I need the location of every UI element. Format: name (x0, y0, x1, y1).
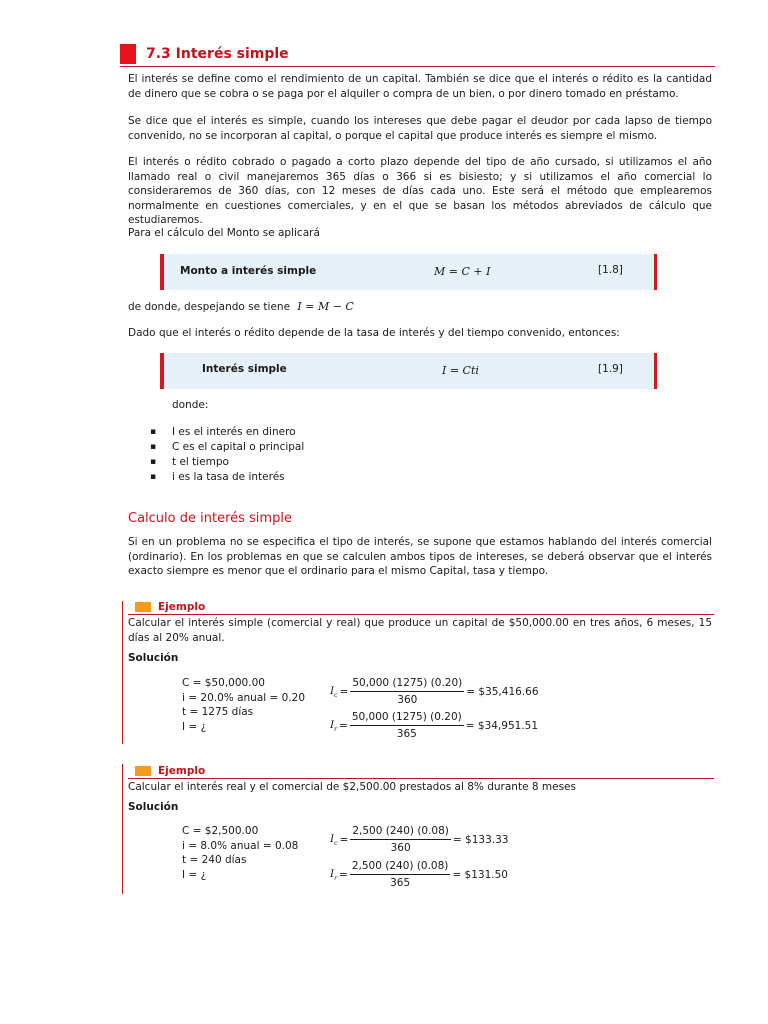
example-label: Ejemplo (158, 601, 206, 613)
solution-label: Solución (128, 652, 179, 664)
given-value: I = ¿ (182, 720, 207, 733)
equation-lhs: $I_r$ (330, 867, 338, 883)
equation-commercial: $I_c$ = $\frac{2,500 (240) (0.08)}{360}$ = $133.33 (330, 825, 509, 854)
example-marker (135, 602, 151, 612)
formula-box-right-border (654, 353, 657, 389)
example-label: Ejemplo (158, 765, 206, 777)
example-underline (128, 778, 714, 779)
paragraph-year-type: El interés o rédito cobrado o pagado a corto plazo depende del tipo de año cursado, si utilizamos el año llamado real o civil manejaremos 365 días o 366 si es bisiesto; y si utilizamos el año comercial lo consideraremos de 360 días, con 12 meses de días cada uno. Este será el método que emplearemos normalmente en cuestiones comerciales, y en el que se basan los métodos abreviados de cálculo que estudiaremos. (128, 156, 712, 226)
equation-lhs: $I_r$ (330, 718, 338, 734)
list-item: ▪ C es el capital o principal (150, 440, 304, 455)
fraction-numerator: 2,500 (240) (0.08) (350, 825, 451, 840)
given-value: t = 240 días (182, 854, 247, 866)
solution-label: Solución (128, 801, 179, 813)
fraction-numerator: 50,000 (1275) (0.20) (350, 711, 464, 726)
formula-box-interes (160, 353, 657, 389)
formula-reference: [1.8] (598, 264, 623, 276)
formula-name: Monto a interés simple (180, 265, 317, 277)
fraction-denominator: 360 (390, 842, 411, 854)
given-values (182, 824, 298, 882)
example-statement: Calcular el interés real y el comercial de $2,500.00 prestados al 8% durante 8 meses (128, 781, 576, 793)
given-value: i = 20.0% anual = 0.20 (182, 691, 306, 704)
given-value: i = 8.0% anual = 0.08 (182, 839, 299, 852)
list-item: ▪ i es la tasa de interés (150, 470, 304, 485)
equation-result: = $35,416.66 (466, 686, 539, 698)
calc-section-text: Si en un problema no se especifica el tipo de interés, se supone que estamos hablando del interés comercial (ordinario). En los problemas en que se calculen ambos tipos de intereses, se deberá observar que el interés exacto siempre es menor que el ordinario para el mismo Capital, tasa y tiempo. (128, 536, 712, 577)
fraction-denominator: 360 (397, 694, 418, 706)
given-value: t = 1275 días (182, 706, 254, 718)
equation-result: = $133.33 (452, 834, 509, 846)
paragraph-simple-interest: Se dice que el interés es simple, cuando los intereses que debe pagar el deudor por cada lapso de tiempo convenido, no se incorporan al capital, o porque el capital que produce interés es siempre el mismo. (128, 115, 712, 142)
given-values (182, 676, 305, 734)
formula-box-left-border (160, 353, 164, 389)
formula-expression: I = Cti (442, 364, 479, 377)
equation-commercial: $I_c$ = $\frac{50,000 (1275) (0.20)}{360}$ = $35,416.66 (330, 677, 539, 706)
example-left-rule (122, 601, 123, 744)
fraction (350, 860, 451, 890)
formula-box-right-border (654, 254, 657, 290)
given-value: I = ¿ (182, 868, 207, 881)
donde-label: donde: (172, 399, 209, 411)
formula-box-monto (160, 254, 657, 290)
equation-real: $I_r$ = $\frac{2,500 (240) (0.08)}{365}$ = $131.50 (330, 860, 508, 889)
variable-definitions-list (150, 425, 304, 485)
fraction-denominator: 365 (390, 877, 411, 889)
fraction (350, 677, 464, 707)
equation-lhs: $I_c$ (330, 832, 338, 848)
fraction (350, 825, 451, 855)
calc-section-heading: Calculo de interés simple (128, 511, 292, 526)
equation-lhs: $I_c$ (330, 684, 338, 700)
given-value: C = $50,000.00 (182, 677, 265, 689)
given-value: C = $2,500.00 (182, 825, 259, 837)
paragraph-monto-intro: Para el cálculo del Monto se aplicará (128, 227, 320, 239)
title-underline (120, 66, 715, 67)
despeje-expression: I = M − C (297, 300, 354, 313)
equation-result: = $131.50 (452, 869, 508, 881)
fraction-numerator: 2,500 (240) (0.08) (350, 860, 451, 875)
section-title-marker (120, 44, 136, 64)
formula-expression: M = C + I (434, 265, 491, 278)
formula-reference: [1.9] (598, 363, 623, 375)
equation-real: $I_r$ = $\frac{50,000 (1275) (0.20)}{365}$ = $34,951.51 (330, 711, 539, 740)
fraction-denominator: 365 (396, 728, 417, 740)
paragraph-dado: Dado que el interés o rédito depende de la tasa de interés y del tiempo convenido, entonces: (128, 327, 620, 339)
despeje-text: de donde, despejando se tiene (128, 301, 291, 313)
example-marker (135, 766, 151, 776)
example-statement: Calcular el interés simple (comercial y real) que produce un capital de $50,000.00 en tres años, 6 meses, 15 días al 20% anual. (128, 617, 712, 644)
fraction (350, 711, 464, 741)
formula-name: Interés simple (202, 363, 287, 375)
paragraph-definition: El interés se define como el rendimiento de un capital. También se dice que el interés o rédito es la cantidad de dinero que se cobra o se paga por el alquiler o compra de un bien, o por dinero tomado en préstamo. (128, 73, 712, 100)
list-item: ▪ t el tiempo (150, 455, 304, 470)
fraction-numerator: 50,000 (1275) (0.20) (350, 677, 464, 692)
example-underline (128, 614, 714, 615)
list-item: ▪ I es el interés en dinero (150, 425, 304, 440)
despeje-line (128, 300, 354, 314)
formula-box-left-border (160, 254, 164, 290)
equation-result: = $34,951.51 (465, 720, 539, 732)
example-left-rule (122, 764, 123, 894)
section-title: 7.3 Interés simple (146, 46, 289, 62)
